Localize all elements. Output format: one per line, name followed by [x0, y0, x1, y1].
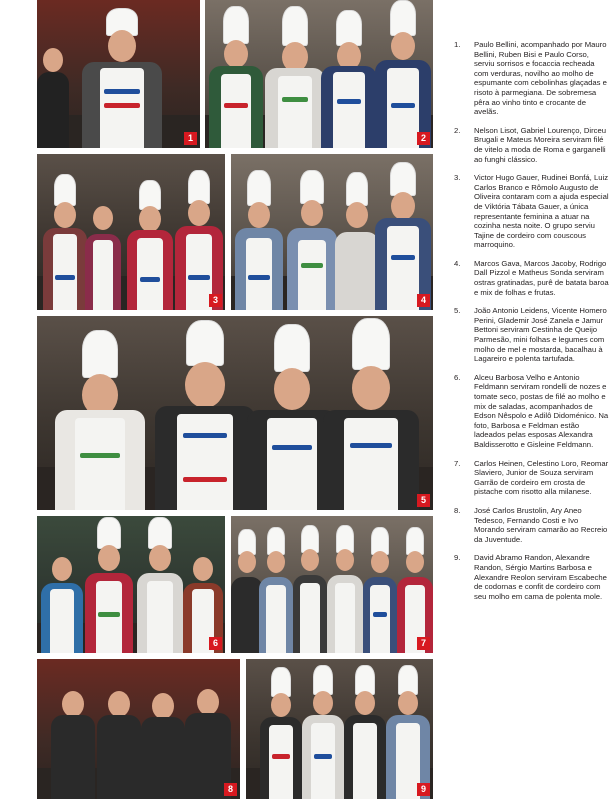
caption-number: 4. — [454, 258, 461, 268]
caption-number: 9. — [454, 553, 461, 563]
photo-6 — [37, 516, 225, 653]
caption-text: Alceu Barbosa Velho e Antonio Feldmann serviram rondelli de nozes e tomate seco, postas de filé ao molho e mix de saladas, acompanhados de Edson Nêspolo e Adilô Didoménico. Na foto, Barbosa e Feldman estão ladeados pelas esposas Alexandra Baldisserotto e Gisleine Feldmann. — [474, 372, 609, 449]
caption-text: Nelson Lisot, Gabriel Lourenço, Dirceu Brugali e Mateus Moreira serviram filé de vitelo a moda de Roma e garganelli ao funghi clássico. — [474, 125, 607, 164]
caption-number: 2. — [454, 125, 461, 135]
photo-number-badge: 5 — [417, 494, 430, 507]
photo-4 — [231, 154, 433, 310]
photo-9 — [246, 659, 433, 799]
caption-text: José Carlos Brustolin, Ary Aneo Tedesco, Fernando Costi e Ivo Morando serviram camarão ao Recreio da Juventude. — [474, 505, 608, 544]
caption-text: Carlos Heinen, Celestino Loro, Reomar Slaviero, Junior de Souza serviram Garrão de cordeiro em crosta de pistache com risotto alla milanese. — [474, 458, 609, 497]
caption-item — [444, 373, 610, 450]
caption-number: 1. — [454, 40, 461, 49]
photo-number-badge: 4 — [417, 294, 430, 307]
photo-number-badge: 7 — [417, 637, 430, 650]
caption-text: Paulo Bellini, acompanhado por Mauro Bellini, Ruben Bisi e Paulo Corso, serviu sorrisos e focaccia recheada com verduras, novilho ao molho de espumante com cebolinhas glaçadas e risoto à parmegiana. De sobremesa pêra ao vinho tinto e crocante de avelãs. — [474, 40, 607, 117]
photo-3 — [37, 154, 225, 310]
caption-item — [444, 459, 610, 497]
caption-item — [444, 506, 610, 544]
caption-item — [444, 126, 610, 164]
photo-number-badge: 6 — [209, 637, 222, 650]
photo-8 — [37, 659, 240, 799]
caption-text: Marcos Gava, Marcos Jacoby, Rodrigo Dall Pizzol e Matheus Sonda serviram ostras gratinadas, purê de batata baroa e mix de folhas e frutas. — [474, 258, 609, 297]
caption-list — [444, 40, 610, 610]
caption-number: 6. — [454, 372, 461, 382]
photo-number-badge: 9 — [417, 783, 430, 796]
caption-text: João Antonio Leidens, Vicente Homero Perini, Glademir José Zanela e Jamur Bettoni serviram Cestinha de Queijo Parmesão, mini folhas e legumes com molho de mel e mostarda, bacalhau à Lagareiro e polenta tartufada. — [474, 306, 607, 364]
photo-number-badge: 3 — [209, 294, 222, 307]
caption-text: David Abramo Randon, Alexandre Randon, Sérgio Martins Barbosa e Alexandre Reolon serviram Escabeche de codornas e confit de cordeiro com seu molho em cama de polenta mole. — [474, 553, 607, 601]
caption-item — [444, 306, 610, 364]
photo-7 — [231, 516, 433, 653]
caption-item — [444, 259, 610, 297]
caption-number: 5. — [454, 306, 461, 316]
caption-item — [444, 553, 610, 601]
caption-item — [444, 40, 610, 117]
caption-number: 3. — [454, 173, 461, 183]
photo-1 — [37, 0, 200, 148]
photo-number-badge: 2 — [417, 132, 430, 145]
caption-number: 8. — [454, 505, 461, 515]
caption-number: 7. — [454, 458, 461, 468]
caption-text: Victor Hugo Gauer, Rudinei Bonfá, Luiz Carlos Branco e Rômolo Augusto de Oliveira contaram com a ajuda especial de Viktória Tábata Gauer, a única representante feminina a atuar na cozinha nesta noite. O grupo serviu Tajine de cordeiro com couscous marroquino. — [474, 173, 609, 250]
photo-2 — [205, 0, 433, 148]
photo-number-badge: 8 — [224, 783, 237, 796]
photo-number-badge: 1 — [184, 132, 197, 145]
photo-5 — [37, 316, 433, 510]
caption-item — [444, 173, 610, 250]
